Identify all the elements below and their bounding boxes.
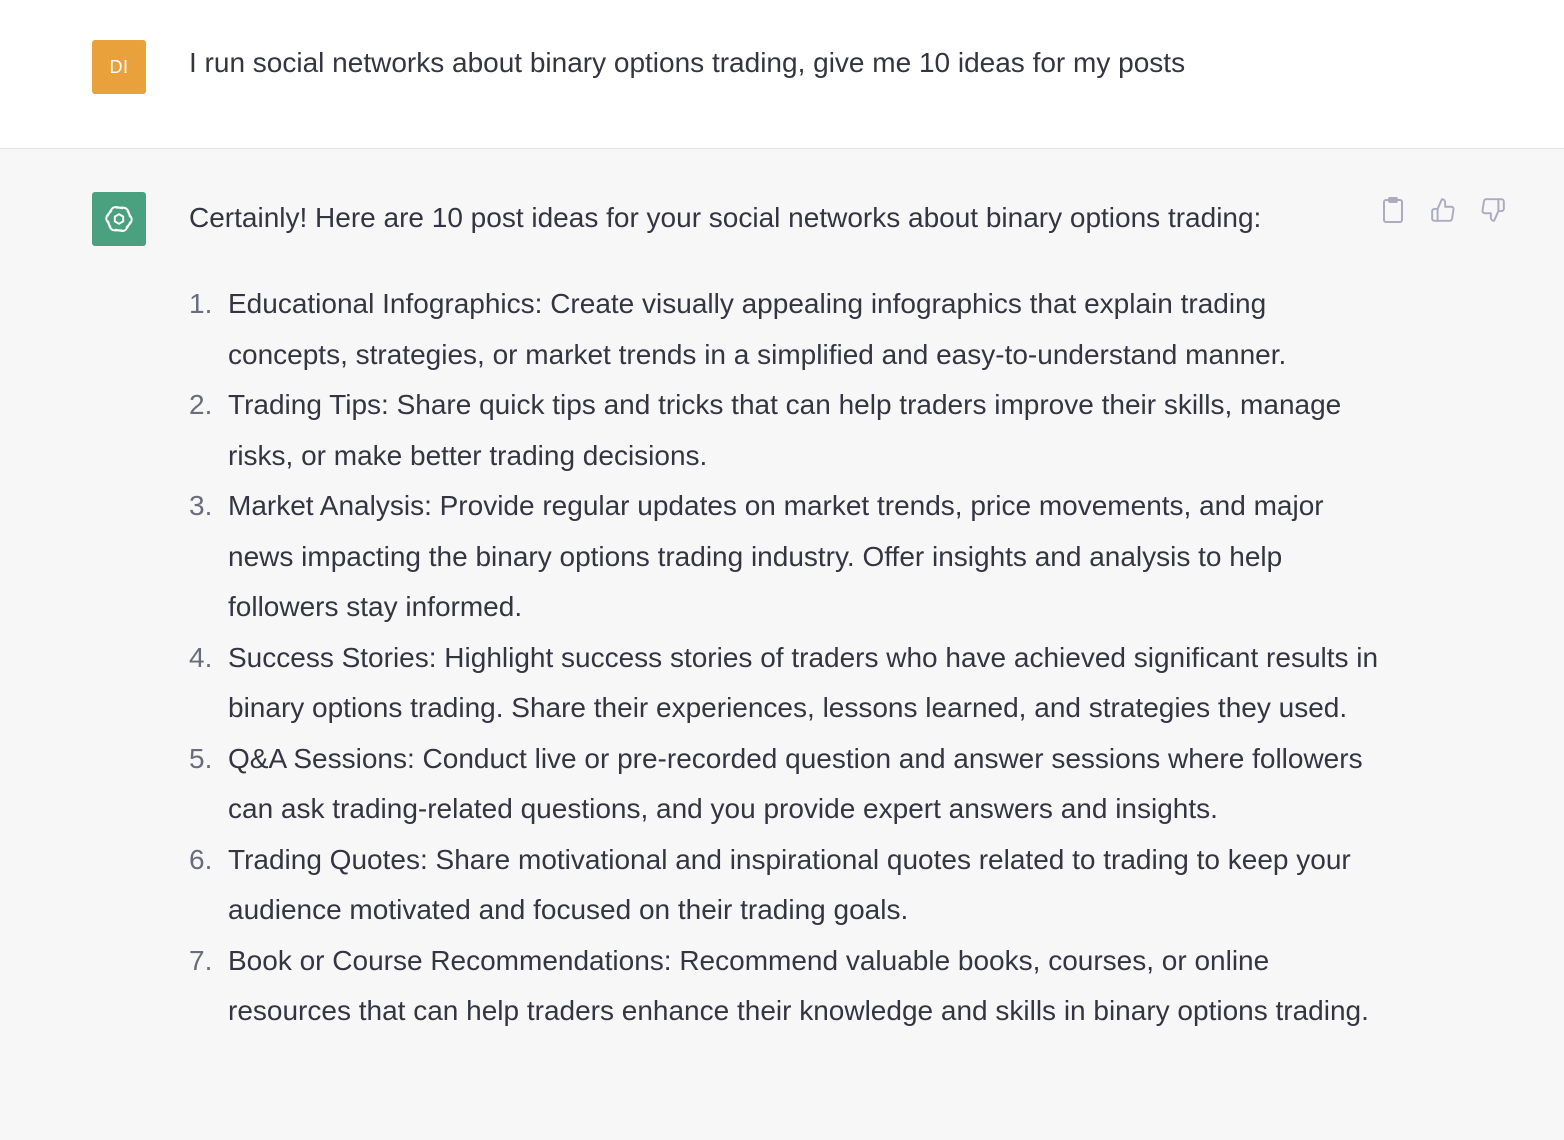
copy-button[interactable] xyxy=(1380,196,1406,224)
user-message-text: I run social networks about binary options trading, give me 10 ideas for my posts xyxy=(189,47,1186,78)
list-item xyxy=(189,380,1389,481)
list-item xyxy=(189,481,1389,633)
list-item-text: Market Analysis: Provide regular updates on market trends, price movements, and major news impacting the binary options trading industry. Offer insights and analysis to help followers stay informed. xyxy=(228,490,1324,622)
list-item xyxy=(189,279,1389,380)
like-button[interactable] xyxy=(1430,196,1456,224)
list-item-text: Q&A Sessions: Conduct live or pre-recorded question and answer sessions where followers can ask trading-related questions, and you provide expert answers and insights. xyxy=(228,742,1363,824)
openai-logo-icon xyxy=(101,201,137,237)
list-item xyxy=(189,633,1389,734)
list-item-text: Success Stories: Highlight success stories of traders who have achieved significant results in binary options trading. Share their experiences, lessons learned, and strategies they used. xyxy=(228,641,1379,723)
list-item-number: 5. xyxy=(189,742,213,774)
list-item-text: Trading Quotes: Share motivational and inspirational quotes related to trading to keep your audience motivated and focused on their trading goals. xyxy=(228,843,1351,925)
assistant-avatar xyxy=(92,192,146,246)
user-message-row xyxy=(0,0,1564,149)
dislike-button[interactable] xyxy=(1480,196,1506,224)
list-item-number: 6. xyxy=(189,843,213,875)
user-avatar xyxy=(92,40,146,94)
clipboard-icon xyxy=(1381,196,1405,224)
list-item-text: Educational Infographics: Create visually appealing infographics that explain trading concepts, strategies, or market trends in a simplified and easy-to-understand manner. xyxy=(228,288,1287,370)
list-item-text: Trading Tips: Share quick tips and tricks that can help traders improve their skills, manage risks, or make better trading decisions. xyxy=(228,389,1342,471)
post-ideas-list xyxy=(189,279,1389,1037)
assistant-message-row xyxy=(0,149,1564,1140)
list-item-number: 2. xyxy=(189,389,213,420)
thumbs-up-icon xyxy=(1430,196,1456,224)
list-item-number: 4. xyxy=(189,641,213,673)
assistant-intro-text: Certainly! Here are 10 post ideas for your social networks about binary options trading: xyxy=(189,202,1262,233)
message-actions xyxy=(1380,196,1506,224)
user-avatar-initials: DI xyxy=(109,56,129,77)
list-item-text: Book or Course Recommendations: Recommend valuable books, courses, or online resources that can help traders enhance their knowledge and skills in binary options trading. xyxy=(228,944,1369,1026)
list-item xyxy=(189,734,1389,835)
list-item-number: 3. xyxy=(189,490,213,521)
list-item-number: 1. xyxy=(189,288,213,319)
thumbs-down-icon xyxy=(1480,196,1506,224)
list-item xyxy=(189,835,1389,936)
list-item xyxy=(189,936,1389,1037)
list-item-number: 7. xyxy=(189,944,213,976)
